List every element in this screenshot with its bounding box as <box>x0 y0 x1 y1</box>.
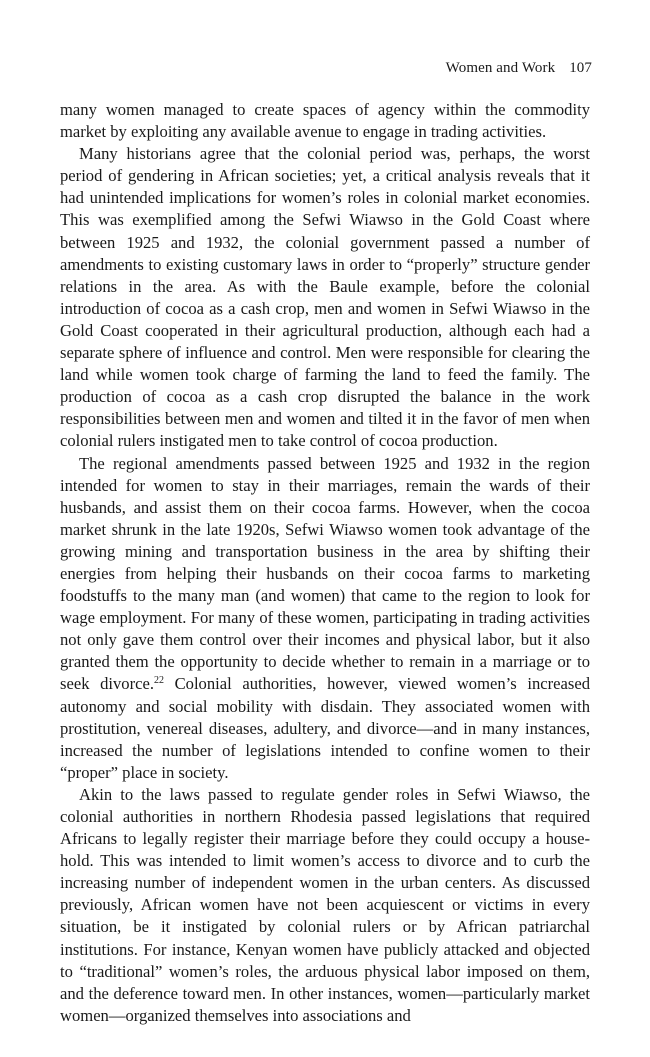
paragraph-continued: many women managed to create spaces of agency within the commodity market by exploiting any available avenue to engage in trading activities. <box>60 100 590 142</box>
paragraph <box>60 453 590 784</box>
paragraph-text: The regional amendments passed between 1925 and 1932 in the region intended for women to stay in their marriages, remain the wards of their husbands, and assist them on their cocoa farms. However, when the cocoa market shrunk in the late 1920s, Sefwi Wiawso women took advantage of the growing mining and transportation business in the area by shifting their energies from helping their husbands on their cocoa farms to marketing foodstuffs to the many man (and women) that came to the region to look for wage employment. For many of these women, participating in trading activities not only gave them control over their incomes and physical labor, but it also granted them the opportunity to decide whether to remain in a marriage or to seek divorce. <box>60 453 590 694</box>
running-head <box>446 59 592 77</box>
footnote-reference[interactable]: 22 <box>153 675 164 687</box>
paragraph: Akin to the laws passed to regulate gender roles in Sefwi Wiawso, the colonial authorities in northern Rhodesia passed legislations that required Africans to legally register their marriage before they could occupy a household. This was intended to limit women’s access to divorce and to curb the increasing number of independent women in the urban centers. As discussed previously, African women have not been acquiescent or victims in every situation, be it instigated by colonial rulers or by African patriarchal institutions. For instance, Kenyan women have publicly attacked and objected to “traditional” women’s roles, the arduous physical labor imposed on them, and the deference toward men. In other instances, women—particularly market women—organized themselves into associations and <box>60 784 590 1025</box>
body-text <box>60 99 590 1027</box>
page-number: 107 <box>569 60 592 76</box>
paragraph: Many historians agree that the colonial period was, perhaps, the worst period of gendering in African societies; yet, a critical analysis reveals that it had unintended implications for women’s roles in colonial market economies. This was exemplified among the Sefwi Wiawso in the Gold Coast where between 1925 and 1932, the colonial government passed a number of amendments to existing customary laws in order to “properly” structure gender relations in the area. As with the Baule example, before the colonial introduction of cocoa as a cash crop, men and women in Sefwi Wiawso in the Gold Coast cooperated in their agricultural production, although each had a separate sphere of influence and control. Men were responsible for clearing the land while women took charge of farming the land to feed the family. The production of cocoa as a cash crop disrupted the balance in the work responsibilities between men and women and tilted it in the favor of men when colonial rulers instigated men to take control of cocoa production. <box>60 144 590 451</box>
running-title: Women and Work <box>445 60 556 76</box>
paragraph-text: Colonial authorities, however, viewed women’s increased autonomy and social mobility with disdain. They associated women with prostitution, venereal diseases, adultery, and divorce—and in many instances, increased the number of legislations intended to confine women to their “proper” place in society. <box>60 674 590 782</box>
